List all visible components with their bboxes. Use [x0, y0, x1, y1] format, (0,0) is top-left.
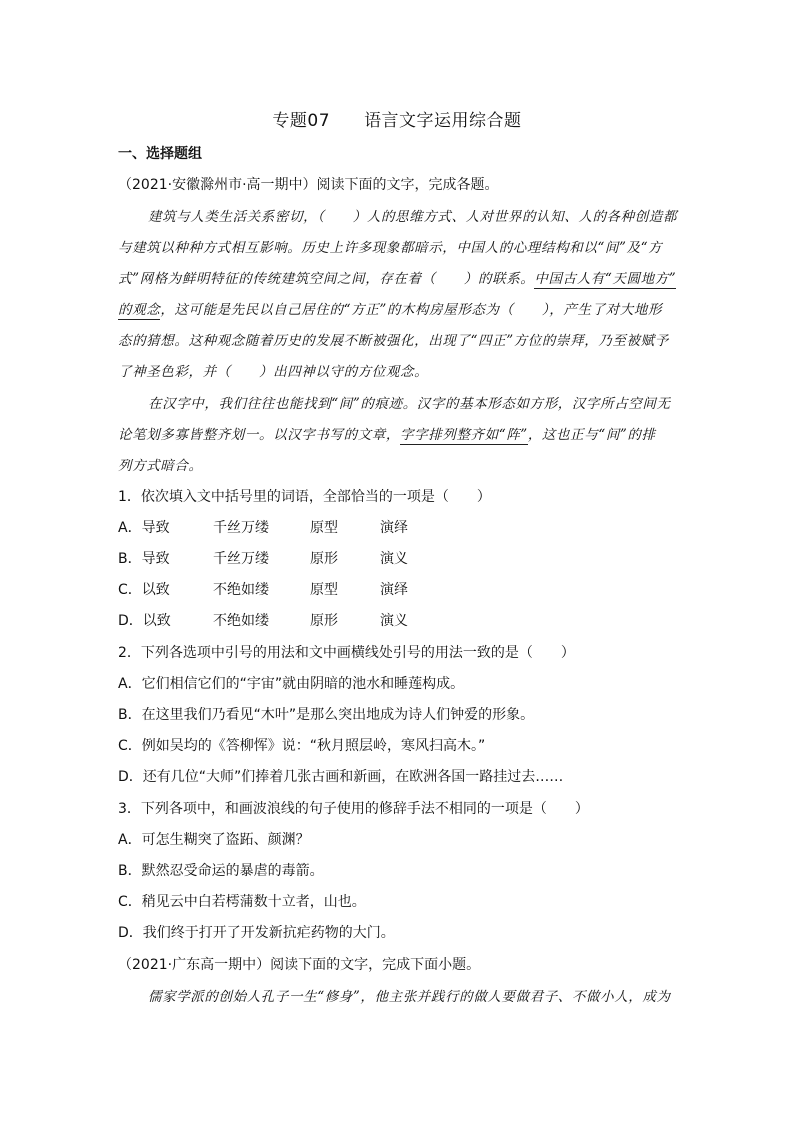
q1-option-c-word4: 演绎: [380, 582, 408, 598]
passage1-line-8-tail: ，这也正与“间”的排: [527, 427, 656, 443]
section-heading: 一、选择题组: [118, 146, 202, 162]
q3-option-c: C．稍见云中白若樗蒲数十立者，山也。: [118, 894, 366, 910]
q1-option-d-word2: 不绝如缕: [213, 613, 269, 629]
q2-option-d: D．还有几位“大师”们捧着几张古画和新画，在欧洲各国一路挂过去……: [118, 769, 564, 785]
title-number: 专题07: [272, 111, 331, 131]
q1-option-a-word2: 千丝万缕: [213, 520, 269, 536]
question-3-stem: 3．下列各项中，和画波浪线的句子使用的修辞手法不相同的一项是（ ）: [118, 801, 589, 817]
question-1-stem: 1．依次填入文中括号里的词语，全部恰当的一项是（ ）: [118, 489, 491, 505]
q1-option-b-word3: 原形: [310, 551, 338, 567]
source-line-2: （2021·广东高一期中）阅读下面的文字，完成下面小题。: [118, 957, 481, 973]
underlined-sentence-end: 的观念: [118, 302, 161, 318]
q1-option-a-word3: 原型: [310, 520, 338, 536]
q1-option-d-word3: 原形: [310, 613, 338, 629]
q1-option-c: C．以致: [118, 582, 170, 598]
q3-option-a: A．可怎生糊突了盗跖、颜渊？: [118, 832, 310, 848]
passage2-line-1: 儒家学派的创始人孔子一生“修身”，他主张并践行的做人要做君子、不做小人，成为: [148, 989, 671, 1005]
passage1-line-6: 了神圣色彩，并（ ）出四神以守的方位观念。: [118, 364, 429, 380]
title-topic: 语言文字运用综合题: [364, 111, 522, 131]
q2-option-c: C．例如吴均的《答柳恽》说：“秋月照层岭，寒风扫高木。”: [118, 738, 486, 754]
underlined-quote-phrase: 字字排列整齐如“阵”: [400, 427, 528, 443]
q1-option-b-word4: 演义: [380, 551, 408, 567]
passage1-line-3-text: 式”网格为鲜明特征的传统建筑空间之间，存在着（ ）的联系。: [118, 271, 535, 287]
passage1-line-8-text: 论笔划多寡皆整齐划一。以汉字书写的文章，: [118, 427, 400, 443]
passage1-line-2: 与建筑以种种方式相互影响。历史上许多现象都暗示，中国人的心理结构和以“间”及“方: [118, 240, 663, 256]
q1-option-a-word4: 演绎: [380, 520, 408, 536]
page-title: [0, 106, 794, 131]
passage1-line-4: [118, 300, 662, 320]
q3-option-b: B．默然忍受命运的暴虐的毒箭。: [118, 863, 324, 879]
underlined-sentence: 中国古人有“天圆地方”: [534, 271, 677, 287]
passage1-line-9: 列方式暗合。: [118, 458, 203, 474]
passage1-line-8: [118, 425, 656, 445]
q2-option-a: A．它们相信它们的“宇宙”就由阴暗的池水和睡莲构成。: [118, 676, 465, 692]
q3-option-d: D．我们终于打开了开发新抗疟药物的大门。: [118, 925, 395, 941]
passage1-line-3: [118, 269, 676, 289]
q1-option-d-word4: 演义: [380, 613, 408, 629]
q1-option-b-word2: 千丝万缕: [213, 551, 269, 567]
q2-option-b: B．在这里我们乃看见“木叶”是那么突出地成为诗人们钟爱的形象。: [118, 707, 535, 723]
passage1-line-1: 建筑与人类生活关系密切，（ ）人的思维方式、人对世界的认知、人的各种创造都: [148, 209, 678, 225]
question-2-stem: 2．下列各选项中引号的用法和文中画横线处引号的用法一致的是（ ）: [118, 645, 575, 661]
passage1-line-5: 态的猜想。这种观念随着历史的发展不断被强化，出现了“四正”方位的崇拜，乃至被赋予: [118, 333, 669, 349]
source-line-1: （2021·安徽滁州市·高一期中）阅读下面的文字，完成各题。: [118, 177, 499, 193]
q1-option-a: A．导致: [118, 520, 170, 536]
q1-option-d: D．以致: [118, 613, 171, 629]
passage1-line-7: 在汉字中，我们往往也能找到“间”的痕迹。汉字的基本形态如方形，汉字所占空间无: [148, 396, 671, 412]
passage1-line-4-text: ，这可能是先民以自己居住的“方正”的木构房屋形态为（ ），产生了对大地形: [160, 302, 663, 318]
q1-option-c-word2: 不绝如缕: [213, 582, 269, 598]
q1-option-c-word3: 原型: [310, 582, 338, 598]
q1-option-b: B．导致: [118, 551, 170, 567]
